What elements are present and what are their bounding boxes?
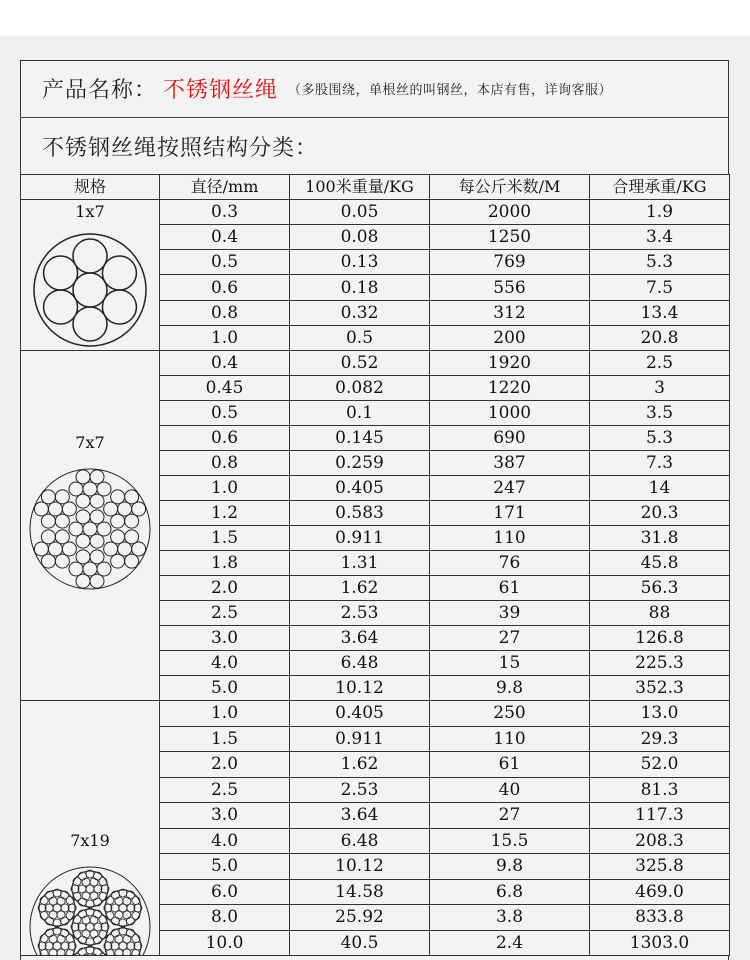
spec-label: 7x7 bbox=[75, 433, 105, 452]
weight-cell: 0.911 bbox=[290, 526, 430, 551]
diameter-cell: 0.5 bbox=[160, 401, 290, 426]
diameter-cell: 1.2 bbox=[160, 501, 290, 526]
load-cell: 56.3 bbox=[590, 576, 730, 601]
product-note: （多股围绕，单根丝的叫钢丝，本店有售，详询客服） bbox=[288, 83, 613, 98]
load-cell: 1303.0 bbox=[590, 930, 730, 956]
meters-per-kg-cell: 1220 bbox=[430, 376, 590, 401]
diameter-cell: 2.0 bbox=[160, 576, 290, 601]
table-row bbox=[21, 701, 730, 727]
wire-1x7-cross-section-icon bbox=[31, 230, 149, 350]
meters-per-kg-cell: 312 bbox=[430, 300, 590, 325]
meters-per-kg-cell: 27 bbox=[430, 803, 590, 829]
diameter-cell: 0.5 bbox=[160, 250, 290, 275]
weight-cell: 0.52 bbox=[290, 351, 430, 376]
load-cell: 7.3 bbox=[590, 451, 730, 476]
weight-cell: 40.5 bbox=[290, 930, 430, 956]
weight-cell: 3.64 bbox=[290, 803, 430, 829]
weight-cell: 6.48 bbox=[290, 828, 430, 854]
load-cell: 81.3 bbox=[590, 777, 730, 803]
spec-label: 7x19 bbox=[70, 831, 110, 850]
diameter-cell: 1.0 bbox=[160, 476, 290, 501]
diameter-cell: 5.0 bbox=[160, 854, 290, 880]
diameter-cell: 0.3 bbox=[160, 200, 290, 225]
weight-cell: 0.05 bbox=[290, 200, 430, 225]
table-row bbox=[21, 200, 730, 225]
weight-cell: 2.53 bbox=[290, 601, 430, 626]
weight-cell: 1.31 bbox=[290, 551, 430, 576]
weight-cell: 25.92 bbox=[290, 905, 430, 931]
column-header-diameter: 直径/mm bbox=[160, 175, 290, 200]
spec-group-cell bbox=[21, 200, 160, 351]
weight-cell: 0.1 bbox=[290, 401, 430, 426]
meters-per-kg-cell: 200 bbox=[430, 325, 590, 350]
product-name-value: 不锈钢丝绳 bbox=[163, 78, 279, 103]
meters-per-kg-cell: 171 bbox=[430, 501, 590, 526]
classification-heading: 不锈钢丝绳按照结构分类： bbox=[42, 135, 319, 161]
meters-per-kg-cell: 9.8 bbox=[430, 854, 590, 880]
meters-per-kg-cell: 690 bbox=[430, 426, 590, 451]
load-cell: 208.3 bbox=[590, 828, 730, 854]
wire-7x7-cross-section-icon bbox=[28, 467, 152, 591]
load-cell: 14 bbox=[590, 476, 730, 501]
diameter-cell: 0.6 bbox=[160, 275, 290, 300]
weight-cell: 0.13 bbox=[290, 250, 430, 275]
spec-label: 1x7 bbox=[75, 202, 105, 221]
meters-per-kg-cell: 769 bbox=[430, 250, 590, 275]
weight-cell: 0.18 bbox=[290, 275, 430, 300]
diameter-cell: 5.0 bbox=[160, 676, 290, 701]
load-cell: 5.3 bbox=[590, 426, 730, 451]
diameter-cell: 2.0 bbox=[160, 752, 290, 778]
weight-cell: 0.583 bbox=[290, 501, 430, 526]
diameter-cell: 10.0 bbox=[160, 930, 290, 956]
meters-per-kg-cell: 2000 bbox=[430, 200, 590, 225]
load-cell: 833.8 bbox=[590, 905, 730, 931]
meters-per-kg-cell: 1250 bbox=[430, 225, 590, 250]
weight-cell: 0.32 bbox=[290, 300, 430, 325]
column-header-spec: 规格 bbox=[21, 175, 160, 200]
spec-group-cell bbox=[21, 701, 160, 956]
weight-cell: 0.259 bbox=[290, 451, 430, 476]
diameter-cell: 0.8 bbox=[160, 300, 290, 325]
diameter-cell: 3.0 bbox=[160, 626, 290, 651]
weight-cell: 1.62 bbox=[290, 752, 430, 778]
load-cell: 5.3 bbox=[590, 250, 730, 275]
diameter-cell: 0.45 bbox=[160, 376, 290, 401]
load-cell: 325.8 bbox=[590, 854, 730, 880]
weight-cell: 2.53 bbox=[290, 777, 430, 803]
weight-cell: 10.12 bbox=[290, 854, 430, 880]
weight-cell: 0.145 bbox=[290, 426, 430, 451]
diameter-cell: 1.5 bbox=[160, 526, 290, 551]
weight-cell: 3.64 bbox=[290, 626, 430, 651]
table-row bbox=[21, 351, 730, 376]
meters-per-kg-cell: 247 bbox=[430, 476, 590, 501]
load-cell: 126.8 bbox=[590, 626, 730, 651]
load-cell: 3.4 bbox=[590, 225, 730, 250]
meters-per-kg-cell: 39 bbox=[430, 601, 590, 626]
meters-per-kg-cell: 15 bbox=[430, 651, 590, 676]
column-header-load: 合理承重/KG bbox=[590, 175, 730, 200]
load-cell: 13.0 bbox=[590, 701, 730, 727]
diameter-cell: 1.5 bbox=[160, 726, 290, 752]
product-name-row bbox=[20, 60, 729, 118]
load-cell: 7.5 bbox=[590, 275, 730, 300]
weight-cell: 10.12 bbox=[290, 676, 430, 701]
diameter-cell: 0.4 bbox=[160, 351, 290, 376]
column-header-weight: 100米重量/KG bbox=[290, 175, 430, 200]
weight-cell: 0.405 bbox=[290, 701, 430, 727]
load-cell: 20.8 bbox=[590, 325, 730, 350]
meters-per-kg-cell: 250 bbox=[430, 701, 590, 727]
diameter-cell: 1.0 bbox=[160, 701, 290, 727]
meters-per-kg-cell: 27 bbox=[430, 626, 590, 651]
load-cell: 52.0 bbox=[590, 752, 730, 778]
load-cell: 225.3 bbox=[590, 651, 730, 676]
diameter-cell: 6.0 bbox=[160, 879, 290, 905]
diameter-cell: 3.0 bbox=[160, 803, 290, 829]
load-cell: 31.8 bbox=[590, 526, 730, 551]
meters-per-kg-cell: 3.8 bbox=[430, 905, 590, 931]
wire-7x19-cross-section-icon bbox=[28, 859, 152, 955]
meters-per-kg-cell: 40 bbox=[430, 777, 590, 803]
meters-per-kg-cell: 6.8 bbox=[430, 879, 590, 905]
load-cell: 3 bbox=[590, 376, 730, 401]
meters-per-kg-cell: 2.4 bbox=[430, 930, 590, 956]
meters-per-kg-cell: 1000 bbox=[430, 401, 590, 426]
diameter-cell: 4.0 bbox=[160, 651, 290, 676]
load-cell: 29.3 bbox=[590, 726, 730, 752]
meters-per-kg-cell: 110 bbox=[430, 726, 590, 752]
diameter-cell: 1.8 bbox=[160, 551, 290, 576]
diameter-cell: 2.5 bbox=[160, 601, 290, 626]
product-name-label: 产品名称： bbox=[42, 78, 158, 103]
load-cell: 469.0 bbox=[590, 879, 730, 905]
diameter-cell: 0.6 bbox=[160, 426, 290, 451]
weight-cell: 6.48 bbox=[290, 651, 430, 676]
diameter-cell: 1.0 bbox=[160, 325, 290, 350]
weight-cell: 1.62 bbox=[290, 576, 430, 601]
diameter-cell: 4.0 bbox=[160, 828, 290, 854]
meters-per-kg-cell: 61 bbox=[430, 576, 590, 601]
meters-per-kg-cell: 76 bbox=[430, 551, 590, 576]
meters-per-kg-cell: 556 bbox=[430, 275, 590, 300]
diameter-cell: 2.5 bbox=[160, 777, 290, 803]
load-cell: 88 bbox=[590, 601, 730, 626]
load-cell: 2.5 bbox=[590, 351, 730, 376]
diameter-cell: 0.4 bbox=[160, 225, 290, 250]
weight-cell: 0.5 bbox=[290, 325, 430, 350]
meters-per-kg-cell: 1920 bbox=[430, 351, 590, 376]
diameter-cell: 8.0 bbox=[160, 905, 290, 931]
load-cell: 1.9 bbox=[590, 200, 730, 225]
meters-per-kg-cell: 387 bbox=[430, 451, 590, 476]
weight-cell: 0.911 bbox=[290, 726, 430, 752]
weight-cell: 0.405 bbox=[290, 476, 430, 501]
meters-per-kg-cell: 110 bbox=[430, 526, 590, 551]
load-cell: 45.8 bbox=[590, 551, 730, 576]
top-margin bbox=[0, 0, 750, 36]
meters-per-kg-cell: 61 bbox=[430, 752, 590, 778]
meters-per-kg-cell: 15.5 bbox=[430, 828, 590, 854]
load-cell: 20.3 bbox=[590, 501, 730, 526]
load-cell: 117.3 bbox=[590, 803, 730, 829]
weight-cell: 0.082 bbox=[290, 376, 430, 401]
column-header-meters-per-kg: 每公斤米数/M bbox=[430, 175, 590, 200]
meters-per-kg-cell: 9.8 bbox=[430, 676, 590, 701]
load-cell: 13.4 bbox=[590, 300, 730, 325]
wire-rope-spec-table bbox=[20, 174, 730, 956]
table-header-row bbox=[21, 175, 730, 200]
diameter-cell: 0.8 bbox=[160, 451, 290, 476]
load-cell: 352.3 bbox=[590, 676, 730, 701]
weight-cell: 14.58 bbox=[290, 879, 430, 905]
spec-group-cell bbox=[21, 351, 160, 701]
weight-cell: 0.08 bbox=[290, 225, 430, 250]
load-cell: 3.5 bbox=[590, 401, 730, 426]
